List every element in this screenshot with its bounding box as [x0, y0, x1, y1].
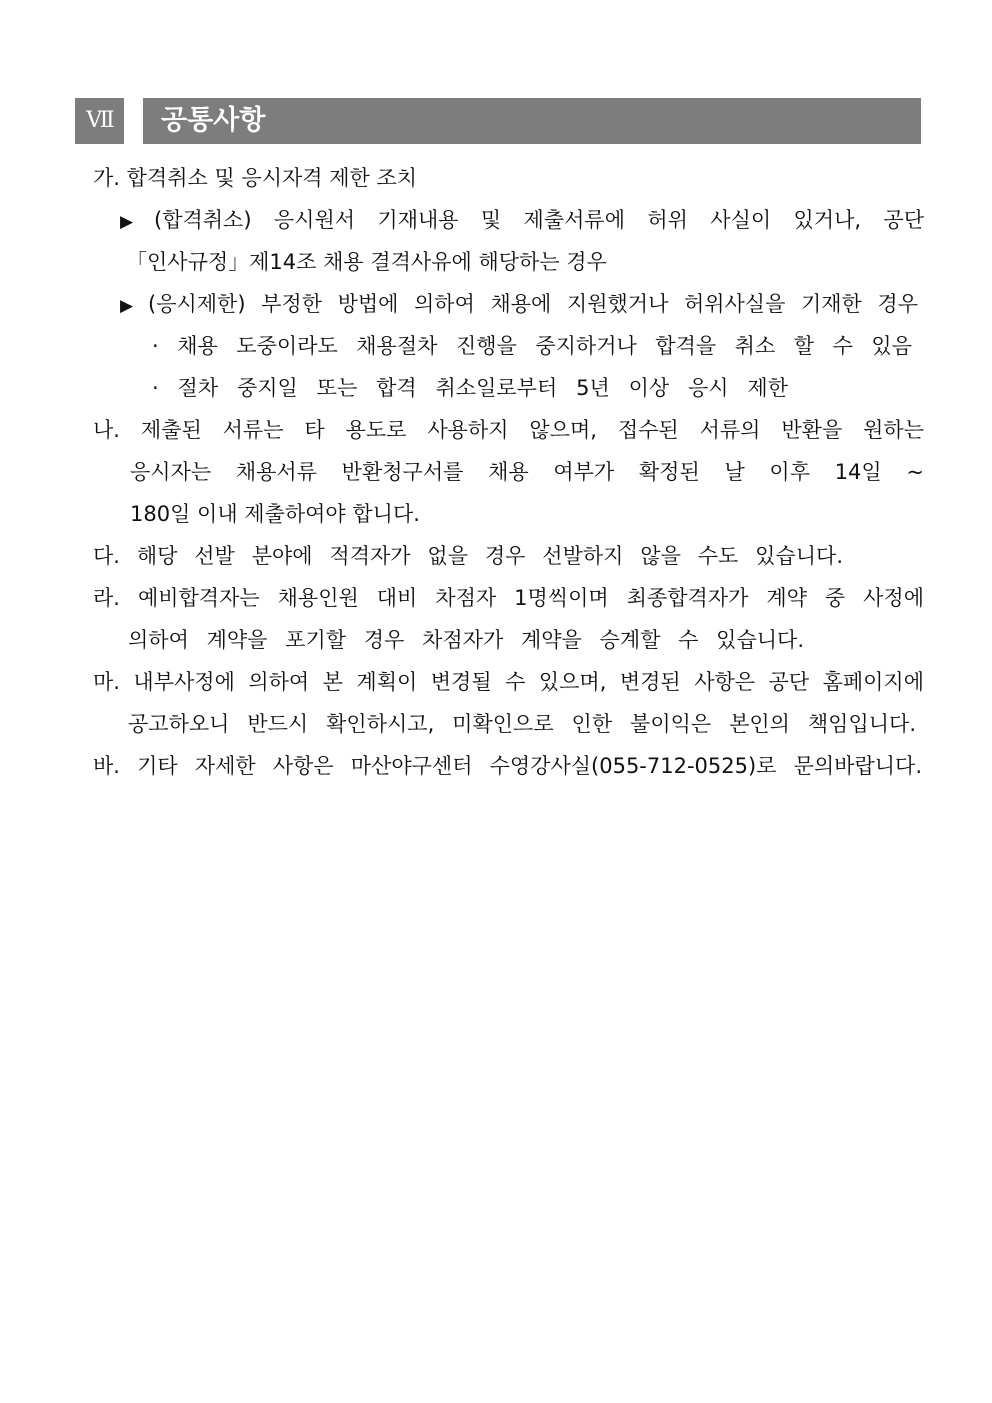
item-na-line1: 나. 제출된 서류는 타 용도로 사용하지 않으며, 접수된 서류의 반환을 원하는: [93, 418, 924, 442]
bullet-arrow-icon: ▶: [120, 296, 134, 316]
item-ra-line1: 라. 예비합격자는 채용인원 대비 차점자 1명씩이며 최종합격자가 계약 중 사정에: [93, 586, 924, 610]
item-ga-bullet2-line1: (응시제한) 부정한 방법에 의하여 채용에 지원했거나 허위사실을 기재한 경우: [148, 292, 918, 316]
item-ga-bullet2-sub1: · 채용 도중이라도 채용절차 진행을 중지하거나 합격을 취소 할 수 있음: [152, 334, 912, 358]
item-na-line2: 응시자는 채용서류 반환청구서를 채용 여부가 확정된 날 이후 14일 ~: [130, 460, 924, 484]
item-ga-heading: 가. 합격취소 및 응시자격 제한 조치: [93, 166, 418, 190]
item-ra-line2: 의하여 계약을 포기할 경우 차점자가 계약을 승계할 수 있습니다.: [128, 628, 804, 652]
item-na-line3: 180일 이내 제출하여야 합니다.: [130, 502, 420, 526]
item-ma-line2: 공고하오니 반드시 확인하시고, 미확인으로 인한 불이익은 본인의 책임입니다.: [128, 712, 916, 736]
section-number: Ⅶ: [75, 98, 124, 144]
section-title: 공통사항: [143, 98, 921, 144]
item-ga-bullet1-line2: 「인사규정」제14조 채용 결격사유에 해당하는 경우: [126, 250, 607, 274]
item-ga-bullet2-sub2: · 절차 중지일 또는 합격 취소일로부터 5년 이상 응시 제한: [152, 376, 788, 400]
item-ga-bullet1-line1: (합격취소) 응시원서 기재내용 및 제출서류에 허위 사실이 있거나, 공단: [154, 208, 924, 232]
item-ma-line1: 마. 내부사정에 의하여 본 계획이 변경될 수 있으며, 변경된 사항은 공단 홈페이지에: [93, 670, 924, 694]
bullet-arrow-icon: ▶: [120, 212, 134, 232]
item-da-line1: 다. 해당 선발 분야에 적격자가 없을 경우 선발하지 않을 수도 있습니다.: [93, 544, 843, 568]
section-header: [75, 98, 921, 144]
item-ba-line1: 바. 기타 자세한 사항은 마산야구센터 수영강사실(055-712-0525)로 문의바랍니다.: [93, 754, 922, 778]
